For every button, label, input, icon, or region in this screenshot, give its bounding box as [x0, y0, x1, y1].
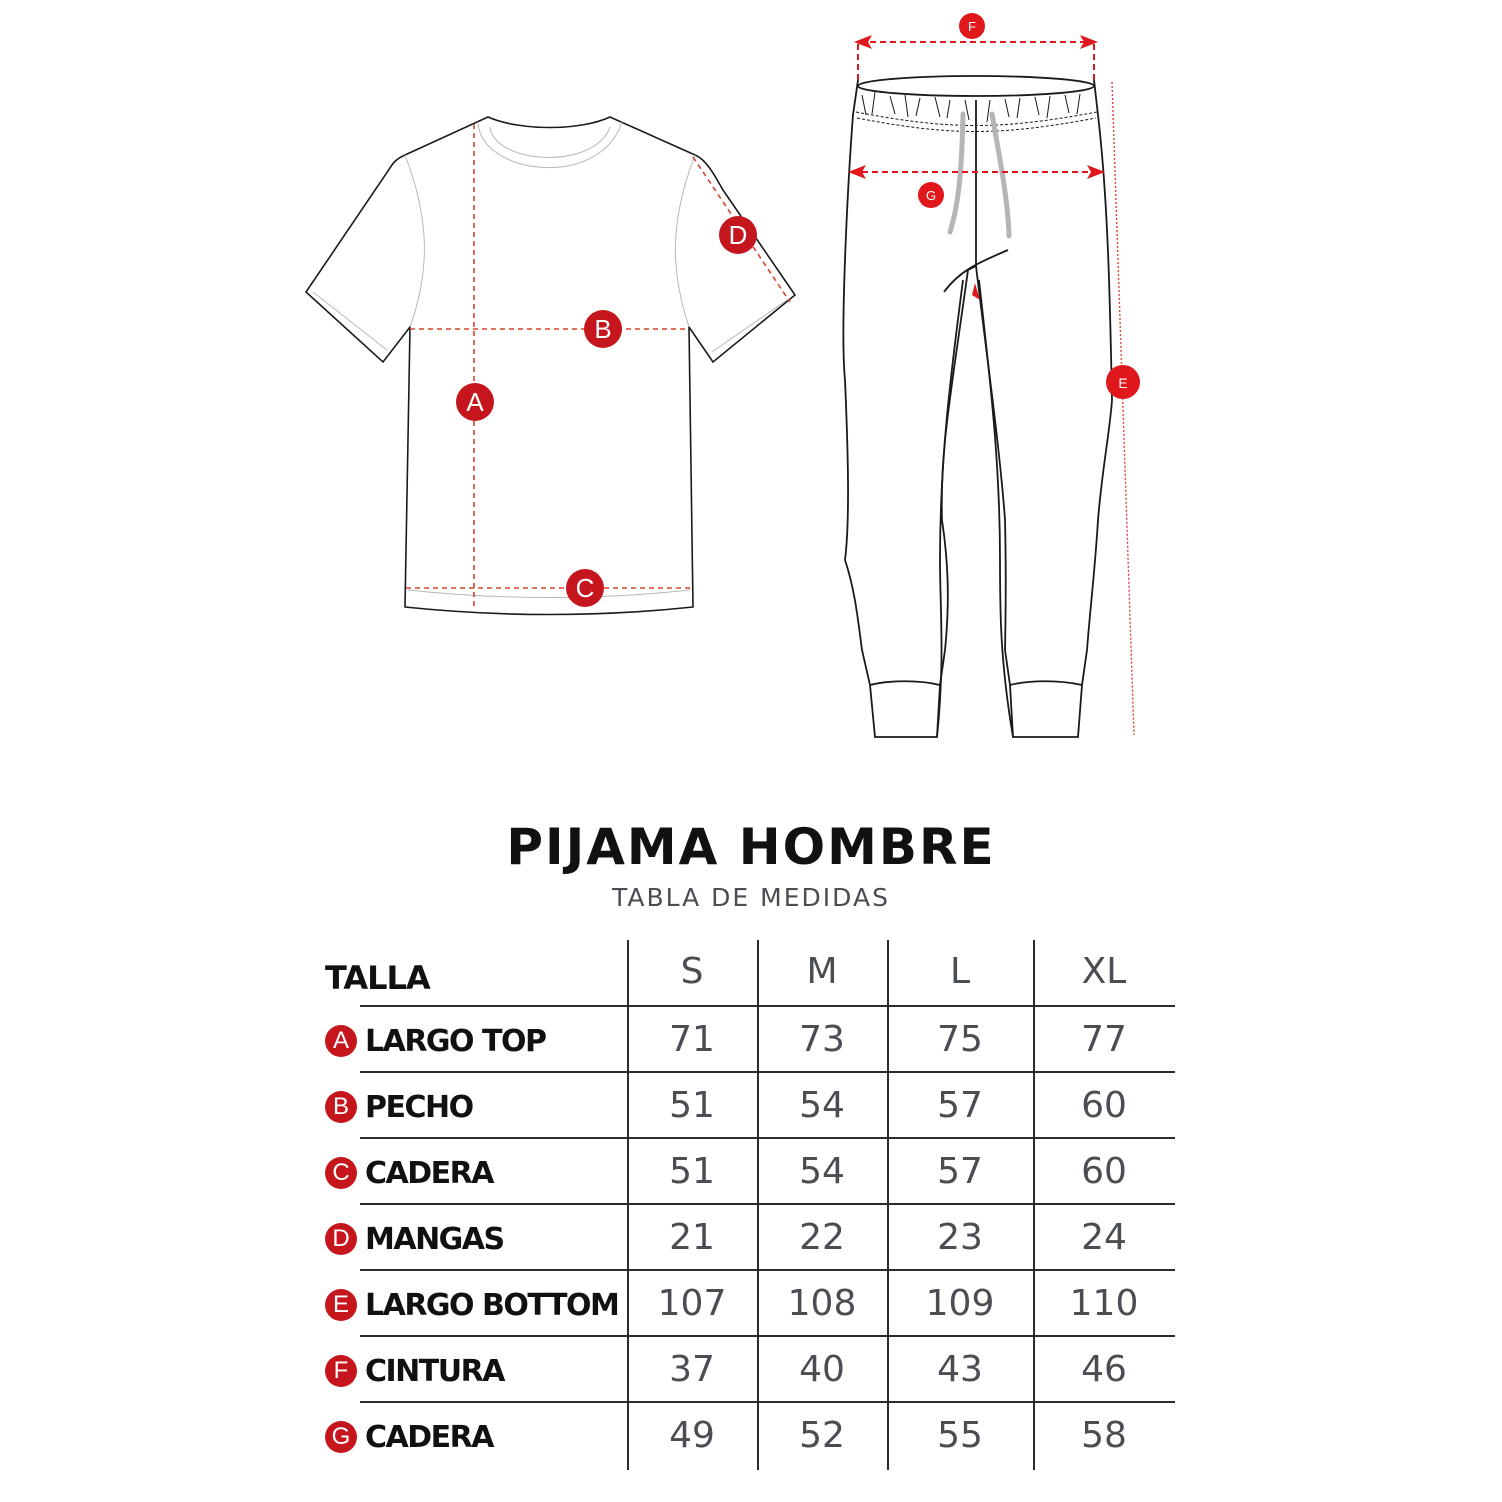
value-s: 21 — [669, 1216, 715, 1258]
value-l: 43 — [937, 1348, 983, 1390]
value-s: 51 — [669, 1084, 715, 1126]
tshirt-drawing — [306, 117, 795, 615]
table-row — [325, 1204, 1175, 1270]
value-s: 49 — [669, 1414, 715, 1456]
table-row — [325, 1138, 1175, 1204]
marker-badge-icon: A — [325, 1025, 357, 1057]
svg-text:E: E — [1118, 375, 1128, 391]
table-row — [325, 1072, 1175, 1138]
marker-badge-icon: D — [325, 1223, 357, 1255]
page-title: PIJAMA HOMBRE — [506, 818, 996, 876]
header-size-s: S — [680, 950, 704, 992]
row-label-cell — [325, 1072, 627, 1138]
row-label-cell — [325, 1270, 627, 1336]
pants-drawing — [843, 76, 1112, 737]
marker-c — [566, 569, 604, 607]
marker-b — [584, 310, 622, 348]
marker-a — [456, 383, 494, 421]
svg-text:A: A — [466, 387, 484, 417]
marker-badge-icon: E — [325, 1289, 357, 1321]
pants-drawstring — [950, 114, 1009, 236]
row-label-cell — [325, 1336, 627, 1402]
row-label-cell — [325, 1402, 627, 1468]
value-xl: 77 — [1081, 1018, 1127, 1060]
title-block — [0, 815, 1502, 915]
size-table — [325, 940, 1175, 1468]
value-m: 40 — [799, 1348, 845, 1390]
value-xl: 58 — [1081, 1414, 1127, 1456]
marker-f — [959, 13, 985, 39]
header-size-xl: XL — [1081, 950, 1127, 992]
value-m: 54 — [799, 1084, 845, 1126]
measurement-label: LARGO BOTTOM — [365, 1287, 619, 1323]
marker-g — [918, 182, 944, 208]
measurement-label: CADERA — [365, 1419, 493, 1455]
value-xl: 60 — [1081, 1150, 1127, 1192]
value-l: 57 — [937, 1084, 983, 1126]
value-m: 52 — [799, 1414, 845, 1456]
value-l: 23 — [937, 1216, 983, 1258]
value-xl: 60 — [1081, 1084, 1127, 1126]
header-size-m: M — [806, 950, 838, 992]
header-label-cell — [325, 940, 627, 1006]
table-header-row — [325, 940, 1175, 1006]
value-s: 37 — [669, 1348, 715, 1390]
table-row — [325, 1270, 1175, 1336]
value-l: 55 — [937, 1414, 983, 1456]
table-row — [325, 1402, 1175, 1468]
value-xl: 110 — [1069, 1282, 1139, 1324]
value-s: 71 — [669, 1018, 715, 1060]
value-l: 75 — [937, 1018, 983, 1060]
measurement-label: CADERA — [365, 1155, 493, 1191]
header-talla: TALLA — [325, 959, 430, 997]
pants-measure-lines — [852, 42, 1103, 172]
table-row — [325, 1006, 1175, 1072]
value-xl: 46 — [1081, 1348, 1127, 1390]
value-s: 107 — [657, 1282, 727, 1324]
marker-badge-icon: F — [325, 1355, 357, 1387]
value-m: 108 — [787, 1282, 857, 1324]
measurement-label: MANGAS — [365, 1221, 504, 1257]
svg-text:D: D — [728, 220, 748, 250]
marker-badge-icon: B — [325, 1091, 357, 1123]
pants-length-line — [1112, 82, 1134, 735]
value-l: 57 — [937, 1150, 983, 1192]
measurement-label: PECHO — [365, 1089, 473, 1125]
tshirt-measure-lines — [406, 124, 790, 607]
row-label-cell — [325, 1006, 627, 1072]
page-subtitle: TABLA DE MEDIDAS — [612, 883, 890, 912]
row-label-cell — [325, 1204, 627, 1270]
table-row — [325, 1336, 1175, 1402]
value-m: 22 — [799, 1216, 845, 1258]
marker-d — [719, 216, 757, 254]
marker-badge-icon: G — [325, 1421, 357, 1453]
value-s: 51 — [669, 1150, 715, 1192]
marker-e — [1106, 365, 1140, 399]
value-l: 109 — [925, 1282, 995, 1324]
svg-text:G: G — [925, 188, 937, 203]
measurement-label: LARGO TOP — [365, 1023, 546, 1059]
value-xl: 24 — [1081, 1216, 1127, 1258]
svg-text:F: F — [968, 19, 976, 34]
value-m: 73 — [799, 1018, 845, 1060]
marker-badge-icon: C — [325, 1157, 357, 1189]
row-label-cell — [325, 1138, 627, 1204]
svg-text:C: C — [575, 573, 595, 603]
svg-text:B: B — [594, 314, 612, 344]
header-size-l: L — [949, 950, 971, 992]
measurement-label: CINTURA — [365, 1353, 504, 1389]
value-m: 54 — [799, 1150, 845, 1192]
